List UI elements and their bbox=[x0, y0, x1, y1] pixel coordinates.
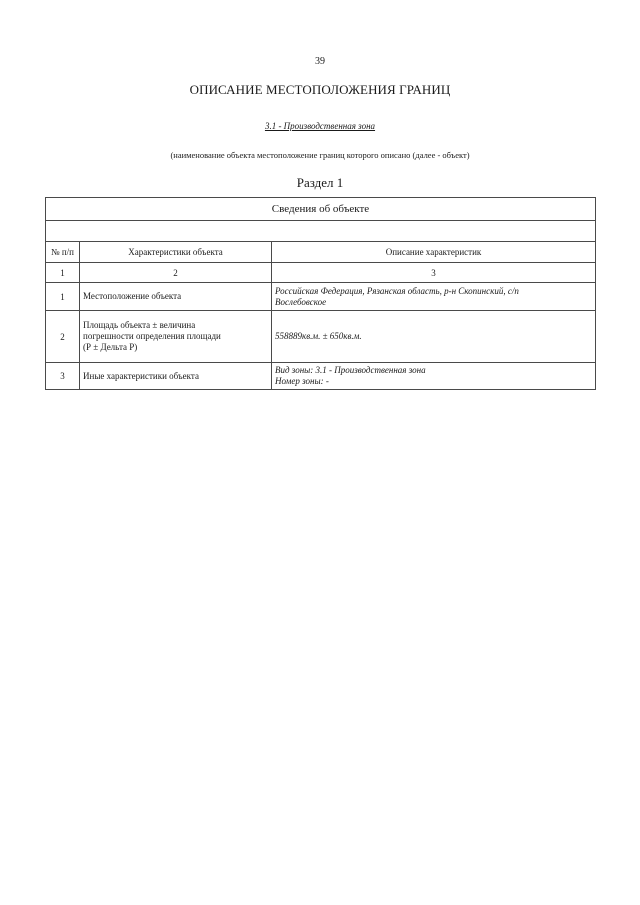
object-name-caption: (наименование объекта местоположение границ которого описано (далее - объект) bbox=[170, 150, 470, 160]
row-description bbox=[272, 311, 596, 363]
description-line: 558889кв.м. ± 650кв.м. bbox=[275, 331, 362, 341]
row-number: 2 bbox=[46, 311, 80, 363]
header-description: Описание характеристик bbox=[272, 242, 596, 263]
page-number: 39 bbox=[315, 56, 325, 67]
column-number-3: 3 bbox=[272, 263, 596, 283]
description-line: Вослебовское bbox=[275, 296, 327, 307]
table-row bbox=[46, 311, 596, 363]
characteristic-line: Иные характеристики объекта bbox=[83, 370, 199, 381]
section-title: Раздел 1 bbox=[296, 175, 344, 190]
object-name-text: 3.1 - Производственная зона bbox=[264, 121, 376, 131]
table-column-numbers-row bbox=[46, 263, 596, 283]
description-line: Российская Федерация, Рязанская область, р-н Скопинский, с/п bbox=[275, 285, 519, 296]
document-title: ОПИСАНИЕ МЕСТОПОЛОЖЕНИЯ ГРАНИЦ bbox=[189, 82, 451, 97]
characteristic-line: погрешности определения площади bbox=[83, 331, 221, 341]
row-number: 1 bbox=[46, 283, 80, 311]
row-characteristic bbox=[80, 283, 272, 311]
header-characteristic: Характеристики объекта bbox=[80, 242, 272, 263]
column-number-2: 2 bbox=[80, 263, 272, 283]
object-name bbox=[0, 121, 640, 131]
row-description bbox=[272, 363, 596, 390]
characteristic-line: (Р ± Дельта Р) bbox=[83, 342, 138, 352]
table-caption: Сведения об объекте bbox=[46, 198, 596, 221]
row-description bbox=[272, 283, 596, 311]
header-number: № п/п bbox=[46, 242, 80, 263]
characteristic-line: Местоположение объекта bbox=[83, 291, 182, 301]
table-caption-row bbox=[46, 198, 596, 221]
table-blank-cell bbox=[46, 221, 596, 242]
table-row bbox=[46, 363, 596, 390]
table-row bbox=[46, 283, 596, 311]
object-info-table bbox=[45, 197, 596, 390]
row-characteristic bbox=[80, 363, 272, 390]
description-line: Номер зоны: - bbox=[275, 376, 329, 386]
column-number-1: 1 bbox=[46, 263, 80, 283]
characteristic-line: Площадь объекта ± величина bbox=[83, 320, 196, 330]
row-number: 3 bbox=[46, 363, 80, 390]
table-blank-row bbox=[46, 221, 596, 242]
description-line: Вид зоны: 3.1 - Производственная зона bbox=[275, 365, 426, 375]
table-header-row bbox=[46, 242, 596, 263]
row-characteristic bbox=[80, 311, 272, 363]
